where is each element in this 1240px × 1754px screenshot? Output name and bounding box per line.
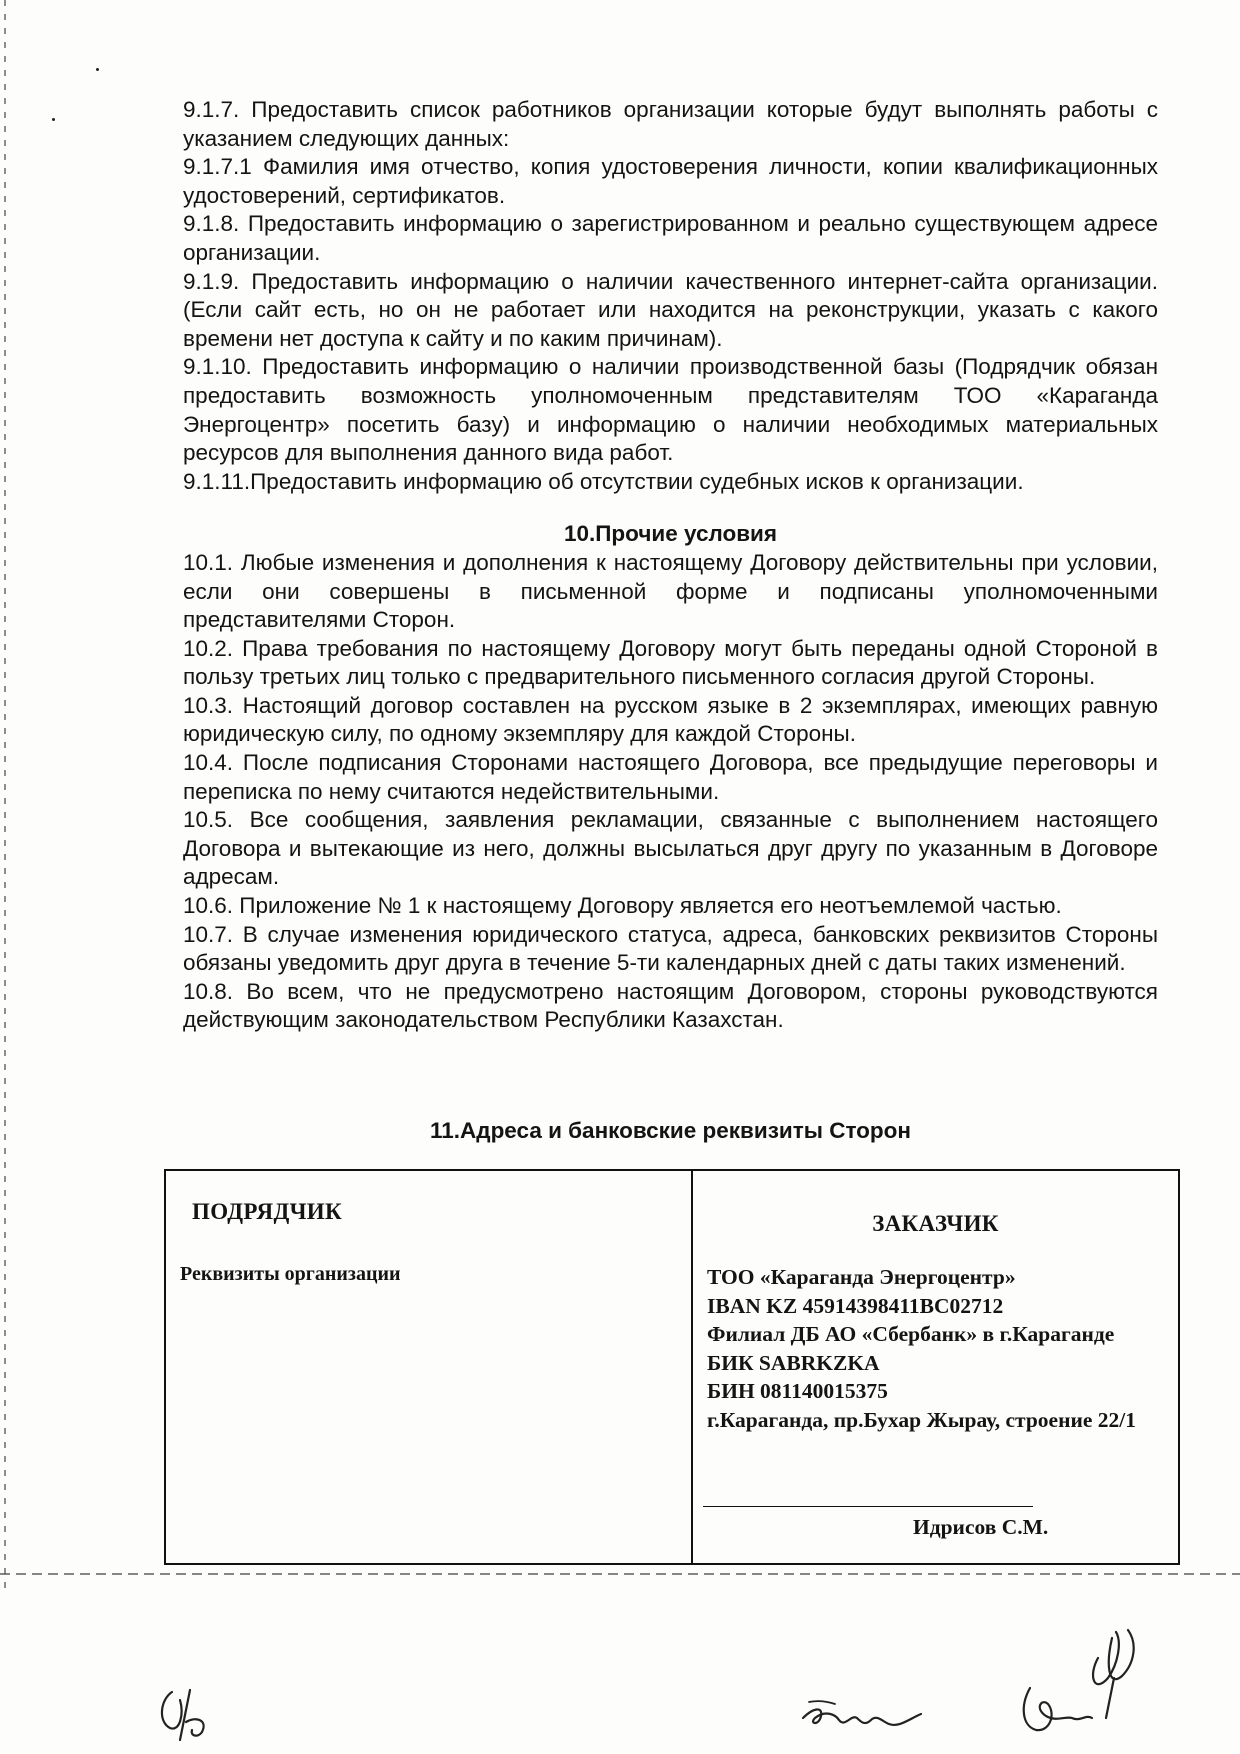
signature-line [703, 1506, 1033, 1507]
customer-column [693, 1171, 1178, 1563]
customer-bin: БИН 081140015375 [707, 1379, 888, 1403]
requisites-table [164, 1169, 1180, 1565]
page-cut-line [0, 1573, 1240, 1575]
handwritten-initials-left [150, 1670, 230, 1750]
contractor-column [166, 1171, 691, 1563]
clause-9-1-8: 9.1.8. Предоставить информацию о зарегистрированном и реально существующем адресе организации. [183, 211, 1158, 265]
contractor-header: ПОДРЯДЧИК [192, 1199, 342, 1224]
clause-9-1-10: 9.1.10. Предоставить информацию о наличии производственной базы (Подрядчик обязан предоставить возможность уполномоченным представителям ТОО «Караганда Энергоцентр» посетить базу) и информацию о наличии необходимых материальных ресурсов для выполнения данного вида работ. [183, 354, 1158, 466]
contractor-requisites-label: Реквизиты организации [180, 1263, 401, 1285]
clause-10-5: 10.5. Все сообщения, заявления рекламации, связанные с выполнением настоящего Договора и вытекающие из него, должны высылаться друг другу по указанным в Договоре адресам. [183, 807, 1158, 890]
clause-10-7: 10.7. В случае изменения юридического статуса, адреса, банковских реквизитов Стороны обязаны уведомить друг друга в течение 5-ти календарных дней с даты таких изменений. [183, 921, 1158, 976]
clause-10-8: 10.8. Во всем, что не предусмотрено настоящим Договором, стороны руководствуются действующим законодательством Республики Казахстан. [183, 978, 1158, 1033]
customer-details [707, 1263, 1170, 1434]
clause-10-1: 10.1. Любые изменения и дополнения к настоящему Договору действительны при условии, если они совершены в письменной форме и подписаны уполномоченными представителями Сторон. [183, 549, 1158, 633]
section-10-title: 10.Прочие условия [563, 521, 778, 547]
customer-signer: Идрисов С.М. [913, 1515, 1049, 1539]
contract-body [183, 96, 1158, 1035]
clause-9-1-9: 9.1.9. Предоставить информацию о наличии качественного интернет-сайта организации. (Если сайт есть, но он не работает или находится на реконструкции, указать с какого времени нет доступа к сайту и по каким причинам). [183, 268, 1158, 351]
clause-9-1-11: 9.1.11.Предоставить информацию об отсутствии судебных исков к организации. [183, 468, 1024, 494]
handwritten-signature-right [1010, 1618, 1150, 1748]
clause-9-1-7: 9.1.7. Предоставить список работников организации которые будут выполнять работы с указанием следующих данных: [183, 97, 1158, 151]
customer-bank: Филиал ДБ АО «Сбербанк» в г.Караганде [707, 1322, 1115, 1346]
customer-iban: IBAN KZ 45914398411BC02712 [707, 1293, 1004, 1318]
clause-10-2: 10.2. Права требования по настоящему Договору могут быть переданы одной Стороной в пользу третьих лиц только с предварительного письменного согласия другой Стороны. [183, 635, 1158, 690]
handwritten-signature-middle [795, 1688, 930, 1748]
customer-header: ЗАКАЗЧИК [872, 1211, 999, 1236]
clause-9-1-7-1: 9.1.7.1 Фамилия имя отчество, копия удостоверения личности, копии квалификационных удостоверений, сертификатов. [183, 154, 1158, 208]
scan-speck [96, 68, 99, 71]
scan-edge-artifact [4, 0, 6, 1590]
section-11-title: 11.Адреса и банковские реквизиты Сторон [430, 1118, 911, 1143]
scan-speck [52, 118, 55, 121]
customer-name: ТОО «Караганда Энергоцентр» [707, 1265, 1016, 1289]
customer-address: г.Караганда, пр.Бухар Жырау, строение 22/1 [707, 1407, 1136, 1432]
clause-10-6: 10.6. Приложение № 1 к настоящему Договору является его неотъемлемой частью. [183, 893, 1062, 919]
clause-10-3: 10.3. Настоящий договор составлен на русском языке в 2 экземплярах, имеющих равную юридическую силу, по одному экземпляру для каждой Стороны. [183, 692, 1158, 747]
customer-bik: БИК SABRKZKA [707, 1350, 880, 1375]
clause-10-4: 10.4. После подписания Сторонами настоящего Договора, все предыдущие переговоры и переписка по нему считаются недействительными. [183, 750, 1158, 804]
